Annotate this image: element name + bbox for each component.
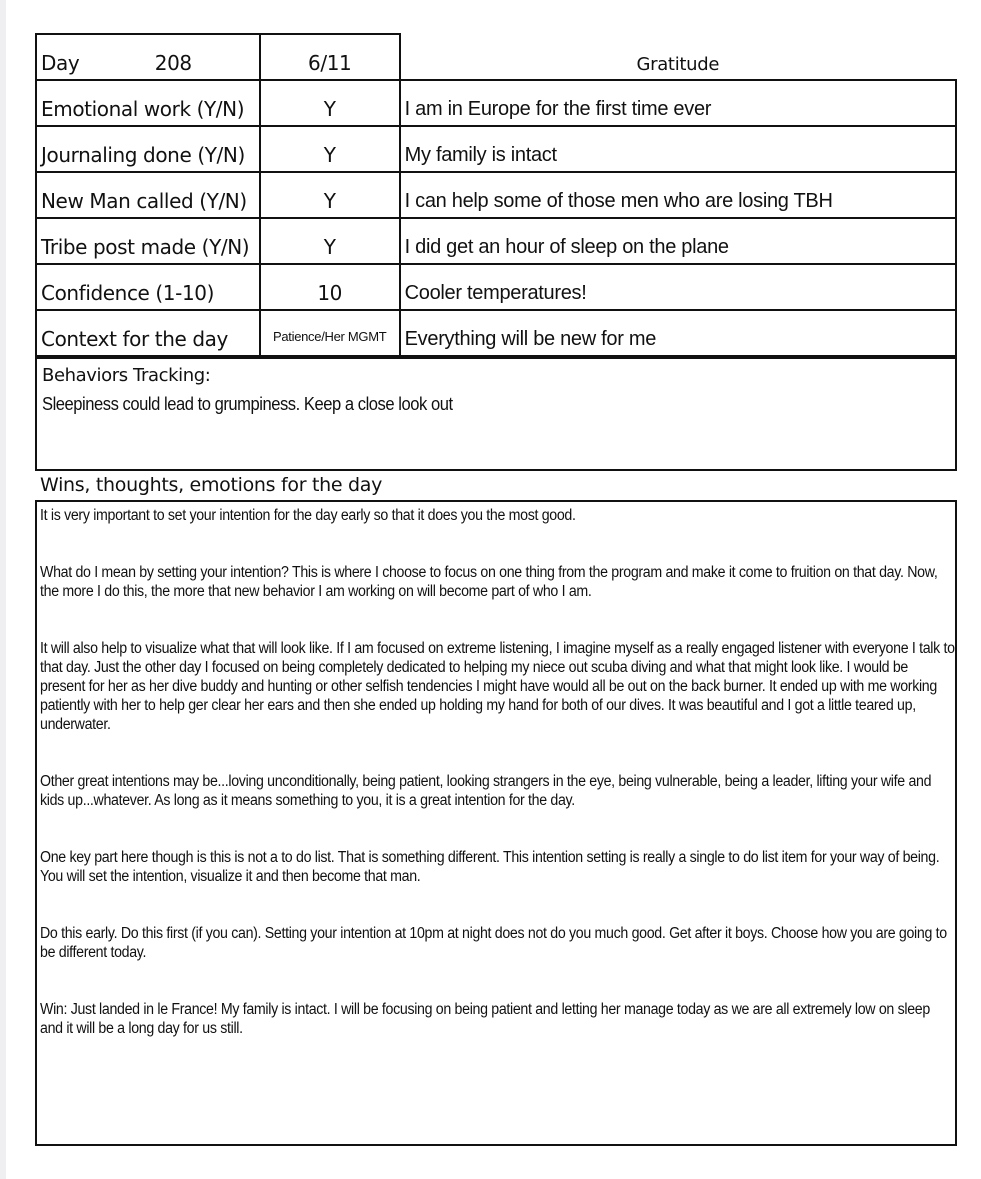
row-label: Journaling done (Y/N) [35, 125, 261, 173]
row-label: Context for the day [35, 309, 261, 357]
wins-paragraph: It is very important to set your intention for the day early so that it does you the most good. [40, 507, 576, 524]
row-value: Y [259, 217, 401, 265]
row-label: Confidence (1-10) [35, 263, 261, 311]
date-cell: 6/11 [259, 33, 401, 81]
page-margin [0, 0, 6, 1179]
day-cell [35, 33, 261, 81]
table-row [35, 265, 957, 311]
row-value: Patience/Her MGMT [259, 309, 401, 357]
header-row [35, 35, 957, 81]
wins-heading: Wins, thoughts, emotions for the day [40, 474, 383, 496]
wins-paragraph: Win: Just landed in le France! My family is intact. I will be focusing on being patient and letting her manage today as we are all extremely low on sleep and it will be a long day for us still. [40, 1001, 930, 1037]
gratitude-item: I can help some of those men who are losing TBH [399, 171, 957, 219]
gratitude-item: I am in Europe for the first time ever [399, 79, 957, 127]
row-label: New Man called (Y/N) [35, 171, 261, 219]
daily-tracker-table [35, 35, 957, 357]
wins-paragraph: What do I mean by setting your intention? This is where I choose to focus on one thing from the program and make it come to fruition on that day. Now, the more I do this, the more that new behavior I am working on will become part of who I am. [40, 564, 938, 600]
table-row [35, 81, 957, 127]
wins-paragraph: It will also help to visualize what that will look like. If I am focused on extreme listening, I imagine myself as a really engaged listener with everyone I talk to that day. Just the other day I focused on being completely dedicated to helping my niece out scuba diving and what that might look like. I would be present for her as her dive buddy and hunting or other selfish tendencies I might have would all be out on the back burner. It ended up with me working patiently with her to help ger clear her ears and then she ended up holding my hand for both of our dives. It was beautiful and I got a little teared up, underwater. [40, 640, 955, 733]
table-row [35, 219, 957, 265]
behaviors-text: Sleepiness could lead to grumpiness. Keep a close look out [42, 394, 453, 414]
behaviors-tracking-box [35, 357, 957, 471]
gratitude-item: Cooler temperatures! [399, 263, 957, 311]
table-row [35, 173, 957, 219]
row-value: Y [259, 79, 401, 127]
day-label: Day [41, 51, 80, 75]
row-label: Emotional work (Y/N) [35, 79, 261, 127]
wins-paragraph: One key part here though is this is not a to do list. That is something different. This intention setting is really a single to do list item for your way of being. You will set the intention, visualize it and then become that man. [40, 849, 940, 885]
wins-paragraph: Other great intentions may be...loving unconditionally, being patient, looking strangers in the eye, being vulnerable, being a leader, lifting your wife and kids up...whatever. As long as it means something to you, it is a great intention for the day. [40, 773, 932, 809]
table-row [35, 311, 957, 357]
behaviors-title: Behaviors Tracking: [42, 365, 211, 386]
row-value: Y [259, 125, 401, 173]
wins-box [35, 500, 957, 1146]
row-value: 10 [259, 263, 401, 311]
gratitude-header-wrap [399, 35, 957, 81]
gratitude-item: Everything will be new for me [399, 309, 957, 357]
gratitude-header: Gratitude [636, 54, 720, 75]
day-number: 208 [154, 51, 192, 75]
row-label: Tribe post made (Y/N) [35, 217, 261, 265]
table-row [35, 127, 957, 173]
wins-paragraph: Do this early. Do this first (if you can). Setting your intention at 10pm at night does not do you much good. Get after it boys. Choose how you are going to be different today. [40, 925, 947, 961]
gratitude-item: I did get an hour of sleep on the plane [399, 217, 957, 265]
gratitude-item: My family is intact [399, 125, 957, 173]
row-value: Y [259, 171, 401, 219]
